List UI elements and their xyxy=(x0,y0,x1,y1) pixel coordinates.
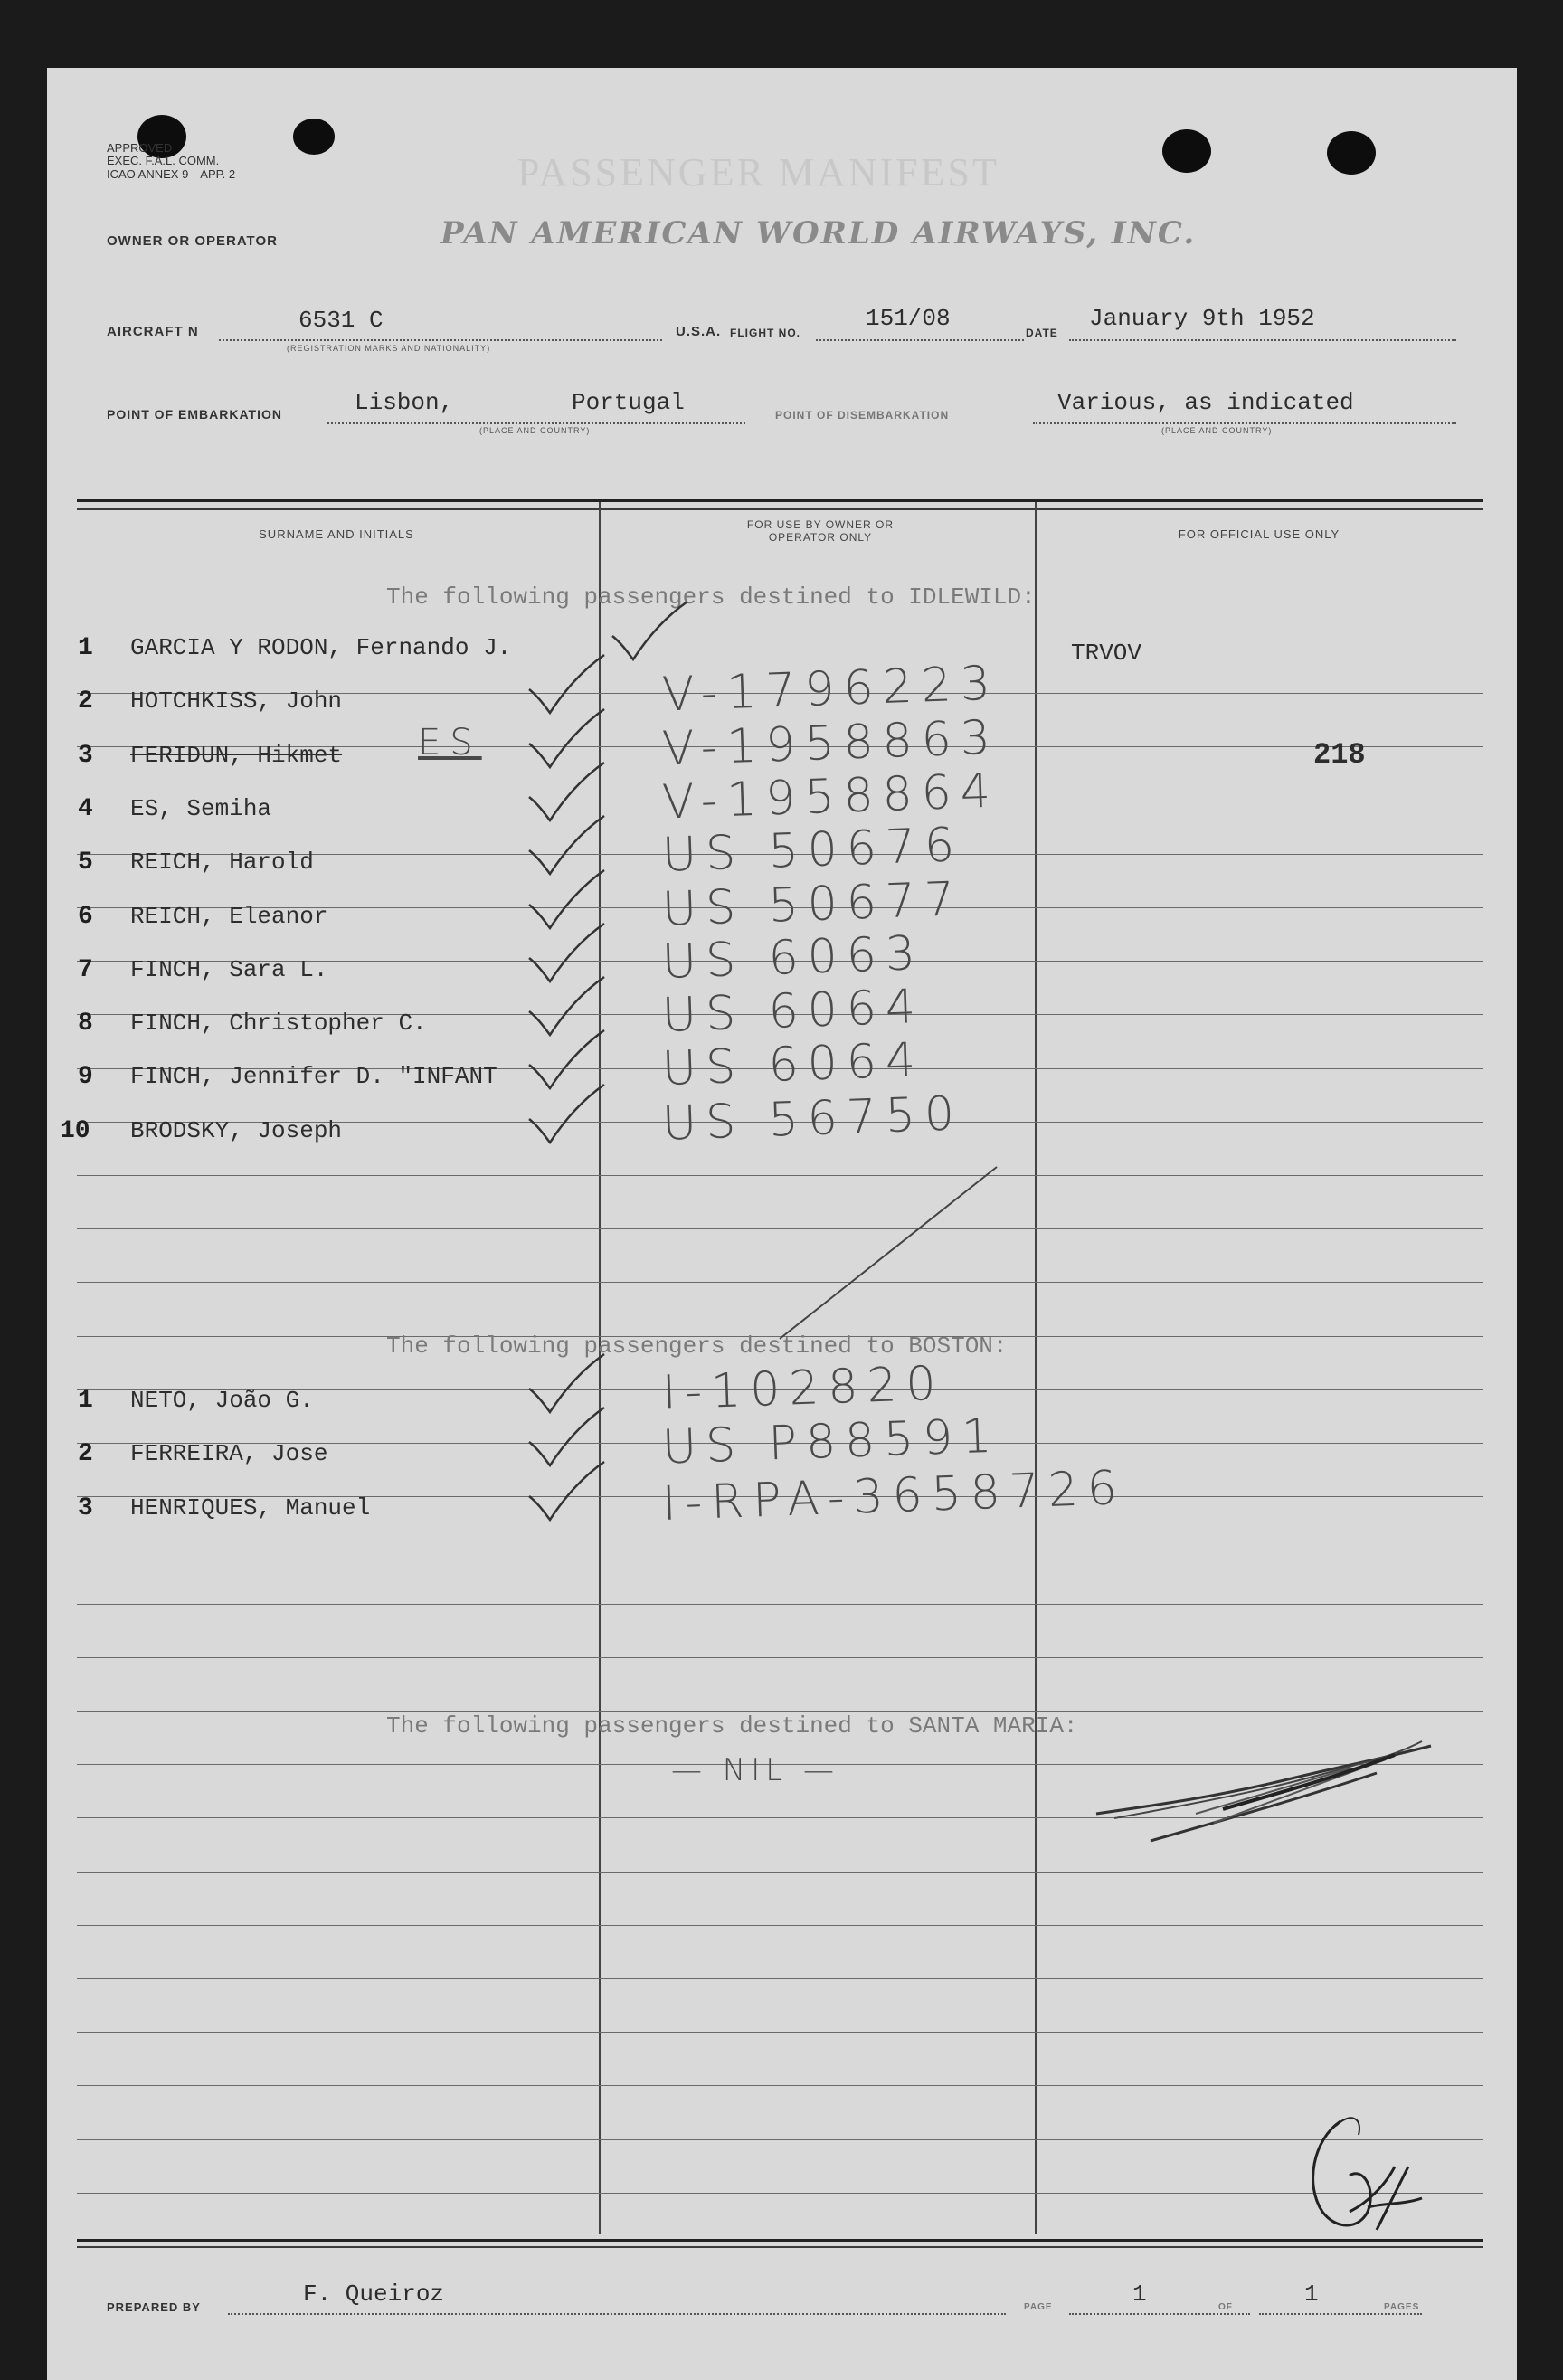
row-rule xyxy=(77,1925,1483,1926)
page-number: 1 xyxy=(1132,2280,1147,2308)
check-mark-icon xyxy=(525,1460,606,1528)
travel-document-number: V-1796223 xyxy=(661,656,1000,723)
row-rule xyxy=(77,2085,1483,2086)
official-use-entry: TRVOV xyxy=(1071,640,1142,667)
passenger-name: FINCH, Jennifer D. "INFANT xyxy=(130,1063,497,1091)
passenger-name: REICH, Harold xyxy=(130,849,314,877)
row-number: 6 xyxy=(78,902,93,931)
travel-document-number: US 6064 xyxy=(661,980,925,1044)
travel-document-number: US 50676 xyxy=(661,818,964,883)
row-number: 3 xyxy=(78,1493,93,1522)
col-operator-text: FOR USE BY OWNER OR OPERATOR ONLY xyxy=(746,518,895,544)
passenger-name: BRODSKY, Joseph xyxy=(130,1116,343,1144)
travel-document-number: US 56750 xyxy=(661,1086,964,1152)
row-rule xyxy=(77,2193,1483,2194)
row-number: 1 xyxy=(78,634,93,662)
travel-document-number: V-1958864 xyxy=(661,763,1000,830)
row-number: 9 xyxy=(78,1063,93,1092)
row-number: 2 xyxy=(78,687,93,716)
row-rule xyxy=(77,2139,1483,2140)
punch-hole xyxy=(293,119,335,155)
signature-initials xyxy=(1286,2103,1431,2248)
page-label: PAGE xyxy=(1024,2302,1053,2312)
official-scribble xyxy=(1087,1732,1449,1859)
travel-document-number: I-RPA-3658726 xyxy=(661,1460,1127,1531)
approval-line: APPROVED xyxy=(107,141,173,155)
row-rule xyxy=(77,1657,1483,1658)
passenger-name: ES, Semiha xyxy=(130,794,272,822)
row-number: 1 xyxy=(78,1387,93,1415)
row-rule xyxy=(77,1604,1483,1605)
embark-country: Portugal xyxy=(572,389,685,416)
official-use-entry: 218 xyxy=(1313,737,1366,772)
name-annotation: ES xyxy=(418,721,482,763)
aircraft-label: AIRCRAFT N xyxy=(107,324,199,339)
punch-hole xyxy=(1327,131,1376,175)
aircraft-registration: 6531 C xyxy=(298,307,384,334)
operator-name: PAN AMERICAN WORLD AIRWAYS, INC. xyxy=(440,215,1197,251)
page-total: 1 xyxy=(1304,2280,1319,2308)
col-operator xyxy=(662,518,979,544)
row-rule xyxy=(77,1872,1483,1873)
passenger-name: HENRIQUES, Manuel xyxy=(130,1493,371,1522)
row-number: 10 xyxy=(60,1116,90,1145)
void-slash xyxy=(771,1162,1006,1343)
row-number: 8 xyxy=(78,1010,93,1038)
row-number: 3 xyxy=(78,741,93,770)
passenger-name: HOTCHKISS, John xyxy=(130,687,343,716)
of-label: OF xyxy=(1218,2302,1233,2312)
passenger-name: FINCH, Sara L. xyxy=(130,955,328,983)
prepared-by: F. Queiroz xyxy=(303,2280,445,2308)
passenger-name: GARCIA Y RODON, Fernando J. xyxy=(130,634,512,661)
travel-document-number: V-1958863 xyxy=(661,710,1000,777)
passenger-name: FERIDUN, Hikmet xyxy=(130,741,343,769)
passenger-name: FERREIRA, Jose xyxy=(130,1440,328,1468)
row-rule xyxy=(77,1711,1483,1712)
row-number: 7 xyxy=(78,955,93,984)
row-number: 4 xyxy=(78,794,93,823)
passenger-name: FINCH, Christopher C. xyxy=(130,1010,427,1038)
travel-document-number: US 50677 xyxy=(661,871,964,937)
prepared-label: PREPARED BY xyxy=(107,2300,201,2314)
row-number: 5 xyxy=(78,849,93,877)
passenger-name: NETO, João G. xyxy=(130,1387,314,1414)
embark-sub: (PLACE AND COUNTRY) xyxy=(479,426,591,435)
nationality: U.S.A. xyxy=(676,324,722,339)
row-rule xyxy=(77,2032,1483,2033)
col-official: FOR OFFICIAL USE ONLY xyxy=(1178,527,1340,541)
check-mark-icon xyxy=(608,600,689,668)
travel-document-number: US 6064 xyxy=(661,1033,925,1097)
disembark-sub: (PLACE AND COUNTRY) xyxy=(1161,426,1273,435)
punch-hole xyxy=(1162,129,1211,173)
check-mark-icon xyxy=(525,1083,606,1151)
date-label: DATE xyxy=(1026,327,1058,339)
form-title: PASSENGER MANIFEST xyxy=(517,150,999,194)
travel-document-number: I-102820 xyxy=(661,1356,946,1421)
flight-label: FLIGHT NO. xyxy=(730,327,800,339)
col-surname: SURNAME AND INITIALS xyxy=(259,527,414,541)
approval-line: ICAO ANNEX 9—APP. 2 xyxy=(107,166,236,181)
pages-label: PAGES xyxy=(1384,2302,1420,2312)
disembark-point: Various, as indicated xyxy=(1057,389,1354,416)
section-heading: The following passengers destined to SANTA MARIA: xyxy=(386,1712,1078,1740)
manifest-sheet xyxy=(47,68,1517,2380)
disembark-label: POINT OF DISEMBARKATION xyxy=(775,409,950,422)
approval-line: EXEC. F.A.L. COMM. xyxy=(107,154,220,168)
embark-label: POINT OF EMBARKATION xyxy=(107,407,282,422)
row-number: 2 xyxy=(78,1440,93,1469)
approval-stamp xyxy=(107,142,235,181)
aircraft-sub: (REGISTRATION MARKS AND NATIONALITY) xyxy=(287,344,491,353)
embark-city: Lisbon, xyxy=(355,389,454,416)
travel-document-number: US P88591 xyxy=(661,1408,1002,1475)
section-heading: The following passengers destined to IDLEWILD: xyxy=(386,583,1036,611)
row-rule xyxy=(77,1978,1483,1979)
passenger-name: REICH, Eleanor xyxy=(130,902,328,930)
nil-entry: — NIL — xyxy=(671,1752,840,1788)
owner-label: OWNER OR OPERATOR xyxy=(107,233,278,249)
flight-number: 151/08 xyxy=(866,305,951,332)
travel-document-number: US 6063 xyxy=(661,925,925,990)
section-heading: The following passengers destined to BOSTON: xyxy=(386,1332,1008,1360)
flight-date: January 9th 1952 xyxy=(1089,305,1315,332)
